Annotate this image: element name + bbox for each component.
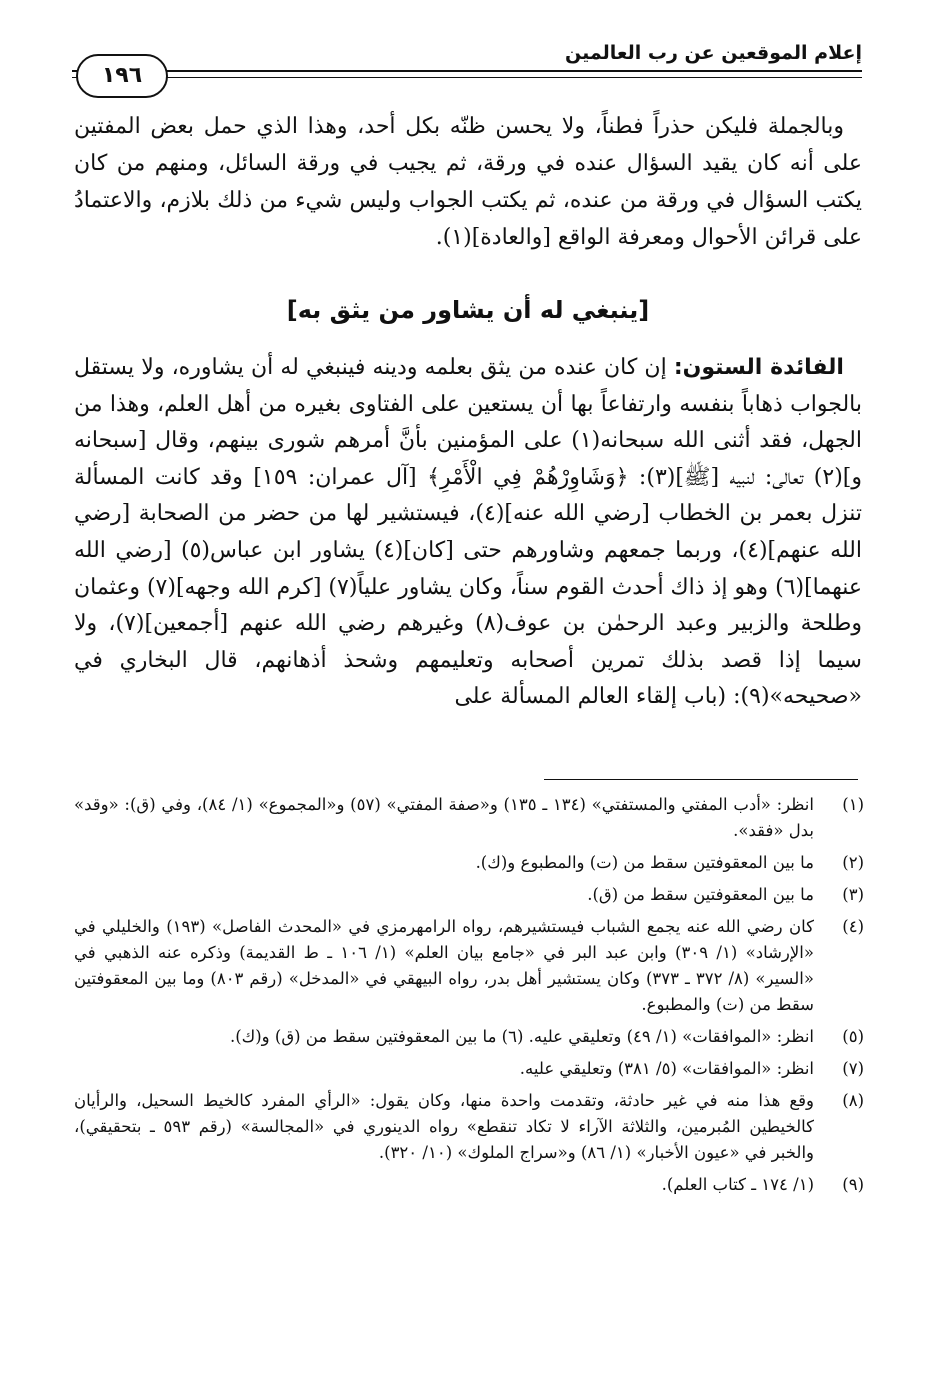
- footnote-item: [74, 792, 864, 844]
- paragraph-2: [74, 350, 862, 716]
- footnote-item: [74, 1024, 864, 1050]
- section-heading: [ينبغي له أن يشاور من يثق به]: [286, 296, 650, 324]
- footnote-number: (٢): [842, 853, 864, 872]
- footnotes: [74, 792, 864, 1204]
- footnote-number: (٨): [842, 1091, 864, 1110]
- page-header: [72, 38, 862, 98]
- running-title: إعلام الموقعين عن رب العالمين: [565, 42, 862, 64]
- footnote-text: وقع هذا منه في غير حادثة، وتقدمت واحدة منها، وكان يقول: «الرأي المفرد كالخيط السحيل، والرأيان كالخيطين المُبرمين، والثلاثة الآراء لا تكاد تنقطع» رواه الدينوري في «المجالسة» (رقم ٥٩٣ ـ بتحقيقي)، والخبر في «عيون الأخبار» (١/ ٨٦) و«سراج الملوك» (١٠/ ٣٢٠).: [74, 1091, 815, 1162]
- paragraph-2-text: إن كان عنده من يثق بعلمه ودينه فينبغي له أن يشاوره، ولا يستقل بالجواب ذهاباً بنفسه وارتفاعاً بها أن يستعين على الفتاوى بغيره من أهل العلم، وهذا من الجهل، فقد أثنى الله سبحانه(١) على المؤمنين بأنَّ أمرهم شورى بينهم، وقال [سبحانه و](٢) تعالى: لنبيه [ﷺ](٣): ﴿وَشَاوِرْهُمْ فِي الْأَمْرِ﴾ [آل عمران: ١٥٩] وقد كانت المسألة تنزل بعمر بن الخطاب [رضي الله عنه](٤)، فيستشير لها من حضر من الصحابة [رضي الله عنهم](٤)، وربما جمعهم وشاورهم حتى [كان](٤) يشاور ابن عباس(٥) [رضي الله عنهما](٦) وهو إذ ذاك أحدث القوم سناً، وكان يشاور علياً(٧) [كرم الله وجهه](٧) وعثمان وطلحة والزبير وعبد الرحمٰن بن عوف(٨) وغيرهم رضي الله عنهم [أجمعين](٧)، ولا سيما إذا قصد بذلك تمرين أصحابه وتعليمهم وشحذ أذهانهم، قال البخاري في «صحيحه»(٩): (باب إلقاء العالم المسألة على: [74, 355, 862, 710]
- paragraph-2-block: [74, 350, 862, 716]
- footnote-text: انظر: «أدب المفتي والمستفتي» (١٣٤ ـ ١٣٥) و«صفة المفتي» (٥٧) و«المجموع» (١/ ٨٤)، وفي (ق): «وقد» بدل «فقد».: [74, 795, 814, 840]
- footnote-number: (٩): [842, 1175, 864, 1194]
- footnote-item: [74, 1088, 864, 1166]
- footnote-text: انظر: «الموافقات» (٥/ ٣٨١) وتعليقي عليه.: [519, 1059, 814, 1078]
- footnote-item: [74, 882, 864, 908]
- footnote-item: [74, 1056, 864, 1082]
- main-text-block: [74, 108, 862, 256]
- footnote-item: [74, 850, 864, 876]
- footnote-number: (٤): [842, 917, 864, 936]
- footnote-text: انظر: «الموافقات» (١/ ٤٩) وتعليقي عليه. (٦) ما بين المعقوفتين سقط من (ق) و(ك).: [229, 1027, 814, 1046]
- footnote-separator: [544, 779, 858, 780]
- footnote-number: (٣): [842, 885, 864, 904]
- footnote-text: كان رضي الله عنه يجمع الشباب فيستشيرهم، رواه الرامهرمزي في «المحدث الفاصل» (١٩٣) والخليلي في «الإرشاد» (١/ ٣٠٩) وابن عبد البر في «جامع بيان العلم» (١/ ١٠٦ ـ ط القديمة) وذكره عنه الذهبي في «السير» (٨/ ٣٧٢ ـ ٣٧٣) وكان يستشير أهل بدر، رواه البيهقي في «المدخل» (رقم ٨٠٣) وما بين المعقوفتين سقط من (ت) والمطبوع.: [74, 917, 814, 1014]
- footnote-text: ما بين المعقوفتين سقط من (ت) والمطبوع و(ك).: [475, 853, 814, 872]
- footnote-number: (٧): [842, 1059, 864, 1078]
- page-number-badge: ١٩٦: [76, 54, 168, 98]
- paragraph-2-lead: الفائدة الستون:: [673, 355, 844, 380]
- paragraph-1: وبالجملة فليكن حذراً فطناً، ولا يحسن ظنّه بكل أحد، وهذا الذي حمل بعض المفتين على أنه كان يقيد السؤال عنده في ورقة، ثم يجيب في ورقة السائل، ومنهم من كان يكتب السؤال في ورقة من عنده، ثم يكتب الجواب وليس شيء من ذلك بلازم، والاعتمادُ على قرائن الأحوال ومعرفة الواقع [والعادة](١).: [74, 114, 862, 250]
- footnote-number: (١): [842, 795, 864, 814]
- footnote-item: [74, 1172, 864, 1198]
- footnote-text: (١/ ١٧٤ ـ كتاب العلم).: [661, 1175, 814, 1194]
- footnote-number: (٥): [842, 1027, 864, 1046]
- footnote-text: ما بين المعقوفتين سقط من (ق).: [587, 885, 814, 904]
- header-rule-thin: [72, 77, 862, 78]
- header-rule-thick: [72, 70, 862, 72]
- footnote-item: [74, 914, 864, 1018]
